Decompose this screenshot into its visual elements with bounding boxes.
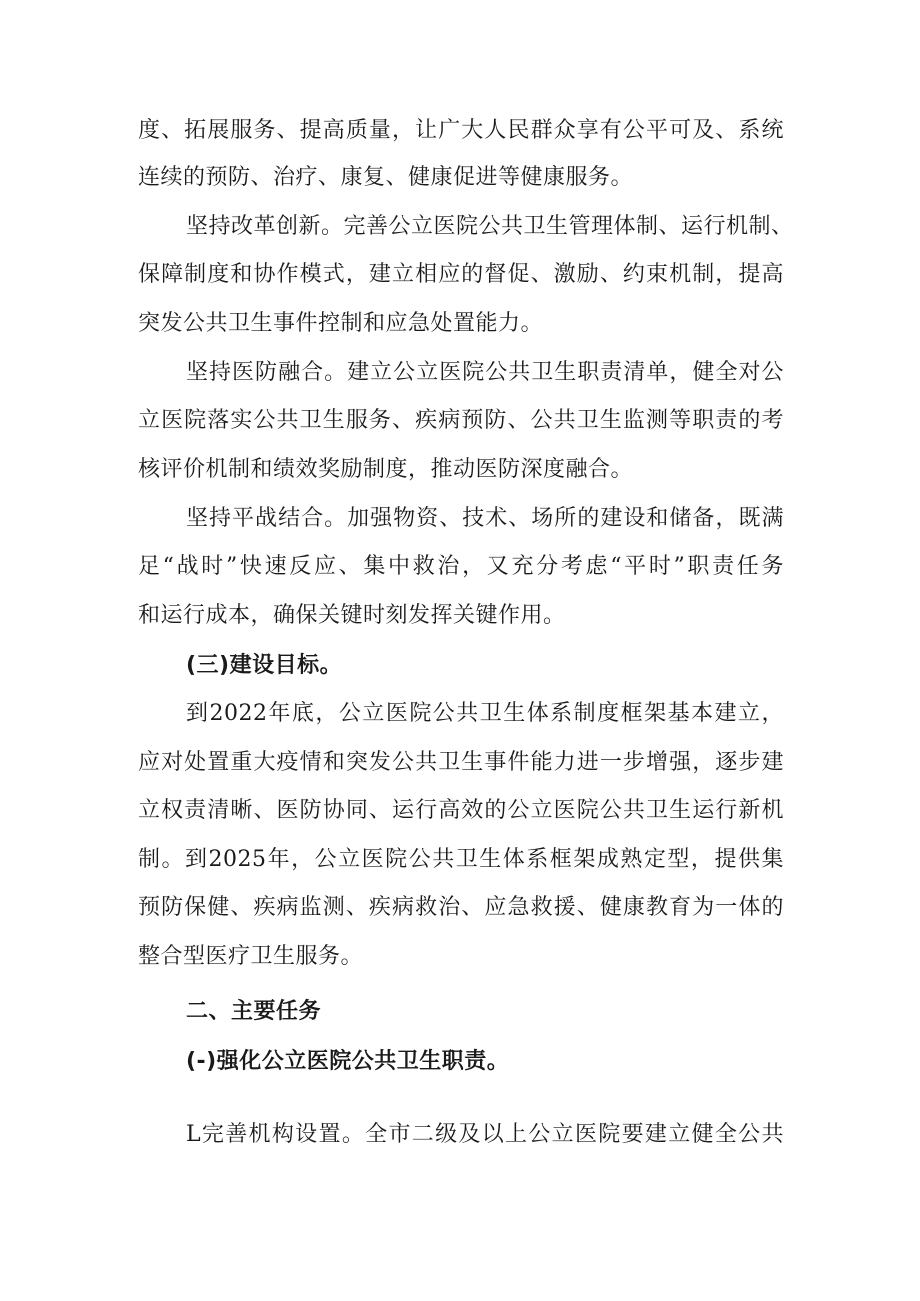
- paragraph-line: 立医院落实公共卫生服务、疾病预防、公共卫生监测等职责的考: [138, 408, 784, 433]
- section-heading: (-)强化公立医院公共卫生职责。: [186, 1049, 510, 1074]
- paragraph-line: 制。到2025年，公立医院公共卫生体系框架成熟定型，提供集: [138, 847, 784, 872]
- section-heading: (三)建设目标。: [186, 653, 343, 678]
- paragraph-line: 立权责清晰、医防协同、运行高效的公立医院公共卫生运行新机: [138, 798, 784, 823]
- paragraph-line: 保障制度和协作模式，建立相应的督促、激励、约束机制，提高: [138, 262, 784, 287]
- paragraph-line: 和运行成本，确保关键时刻发挥关键作用。: [138, 603, 566, 628]
- paragraph-line: 整合型医疗卫生服务。: [138, 944, 364, 969]
- paragraph-line: 到2022年底，公立医院公共卫生体系制度框架基本建立，: [186, 701, 784, 726]
- paragraph-line: 坚持改革创新。完善公立医院公共卫生管理体制、运行机制、: [186, 214, 794, 239]
- paragraph-line: 坚持医防融合。建立公立医院公共卫生职责清单，健全对公: [186, 360, 784, 385]
- paragraph-line: 预防保健、疾病监测、疾病救治、应急救援、健康教育为一体的: [138, 895, 784, 920]
- paragraph-line: 坚持平战结合。加强物资、技术、场所的建设和储备，既满: [186, 506, 784, 531]
- paragraph-line: 连续的预防、治疗、康复、健康促进等健康服务。: [138, 165, 634, 190]
- paragraph-line: 突发公共卫生事件控制和应急处置能力。: [138, 311, 544, 336]
- chapter-heading: 二、主要任务: [186, 999, 322, 1024]
- paragraph-line: 足“战时”快速反应、集中救治，又充分考虑“平时”职责任务: [138, 554, 784, 579]
- paragraph-line: 核评价机制和绩效奖励制度，推动医防深度融合。: [138, 457, 634, 482]
- paragraph-line: 度、拓展服务、提高质量，让广大人民群众享有公平可及、系统: [138, 118, 784, 143]
- paragraph-line: L完善机构设置。全市二级及以上公立医院要建立健全公共: [186, 1122, 784, 1147]
- paragraph-line: 应对处置重大疫情和突发公共卫生事件能力进一步增强，逐步建: [138, 750, 784, 775]
